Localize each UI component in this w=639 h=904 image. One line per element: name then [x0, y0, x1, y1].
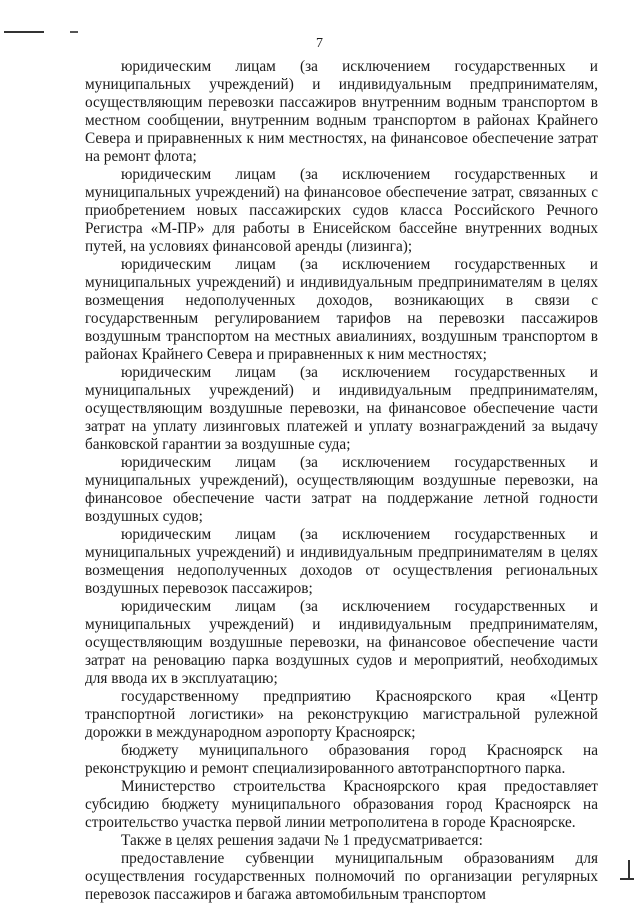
scan-artifact-corner-foot: [620, 878, 634, 880]
paragraph: Министерство строительства Красноярского края предоставляет субсидию бюджету муниципального образования город Красноярск на строительство участка первой линии метрополитена в городе Красноярске.: [85, 778, 598, 831]
paragraph: юридическим лицам (за исключением государственных и муниципальных учреждений) на финансовое обеспечение затрат, связанных с приобретением новых пассажирских судов класса Российского Речного Регистра «М-ПР» для работы в Енисейском бассейне внутренних водных путей, на условиях финансовой аренды (лизинга);: [85, 166, 598, 255]
paragraph: юридическим лицам (за исключением государственных и муниципальных учреждений), осуществляющим воздушные перевозки, на финансовое обеспечение части затрат на поддержание летной годности воздушных судов;: [85, 454, 598, 525]
paragraph: Также в целях решения задачи № 1 предусматривается:: [121, 832, 483, 849]
paragraph: юридическим лицам (за исключением государственных и муниципальных учреждений) и индивидуальным предпринимателям, осуществляющим воздушные перевозки, на финансовое обеспечение части затрат на реновацию парка воздушных судов и мероприятий, необходимых для ввода их в эксплуатацию;: [85, 598, 598, 687]
paragraph: государственному предприятию Красноярского края «Центр транспортной логистики» на реконструкцию магистральной рулежной дорожки в международном аэропорту Красноярск;: [85, 688, 598, 741]
paragraph: юридическим лицам (за исключением государственных и муниципальных учреждений) и индивидуальным предпринимателям в целях возмещения недополученных доходов, возникающих в связи с государственным регулированием тарифов на перевозки пассажиров воздушным транспортом на местных авиалиниях, воздушным транспортом в районах Крайнего Севера и приравненных к ним местностях;: [85, 256, 598, 363]
paragraph: бюджету муниципального образования город Красноярск на реконструкцию и ремонт специализированного автотранспортного парка.: [85, 742, 598, 777]
document-body: [85, 58, 598, 904]
scan-artifact-dash: [70, 31, 78, 33]
scan-artifact-corner: [628, 860, 630, 880]
page-number: 7: [316, 36, 323, 51]
paragraph: юридическим лицам (за исключением государственных и муниципальных учреждений) и индивидуальным предпринимателям в целях возмещения недополученных доходов от осуществления региональных воздушных перевозок пассажиров;: [85, 526, 598, 597]
paragraph: юридическим лицам (за исключением государственных и муниципальных учреждений) и индивидуальным предпринимателям, осуществляющим перевозки пассажиров внутренним водным транспортом в местном сообщении, внутренним водным транспортом в районах Крайнего Севера и приравненных к ним местностях, на финансовое обеспечение затрат на ремонт флота;: [85, 58, 598, 165]
paragraph: юридическим лицам (за исключением государственных и муниципальных учреждений) и индивидуальным предпринимателям, осуществляющим воздушные перевозки, на финансовое обеспечение части затрат на уплату лизинговых платежей и уплату вознаграждений за выдачу банковской гарантии за воздушные суда;: [85, 364, 598, 453]
paragraph: предоставление субвенции муниципальным образованиям для осуществления государственных полномочий по организации регулярных перевозок пассажиров и багажа автомобильным транспортом: [85, 850, 598, 903]
scan-artifact-line: [4, 31, 44, 33]
